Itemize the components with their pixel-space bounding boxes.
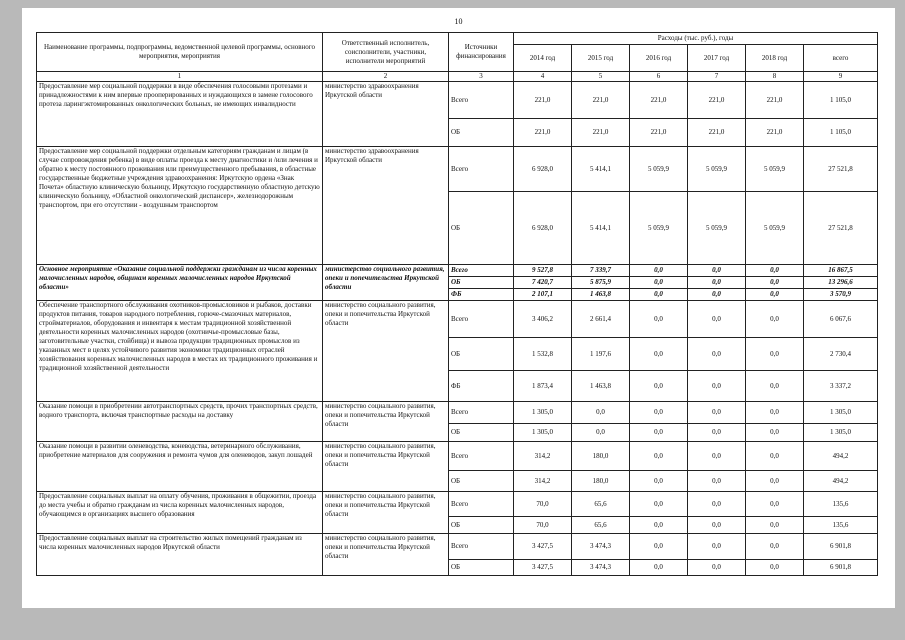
year-value: 5 059,9 bbox=[630, 192, 688, 265]
year-value: 1 873,4 bbox=[514, 371, 572, 402]
funding-source: ОБ bbox=[449, 424, 514, 442]
funding-source: ОБ bbox=[449, 471, 514, 492]
year-value: 0,0 bbox=[746, 338, 804, 371]
year-value: 0,0 bbox=[630, 442, 688, 471]
year-value: 3 427,5 bbox=[514, 560, 572, 576]
header-responsible: Ответственный исполнитель, соисполнители, участники, исполнители мероприятий bbox=[323, 33, 449, 72]
year-value: 0,0 bbox=[630, 424, 688, 442]
header-year: 2016 год bbox=[630, 45, 688, 72]
funding-source: ОБ bbox=[449, 277, 514, 289]
measure-name: Оказание помощи в развитии оленеводства, коневодства, ветеринарного обслуживания, приобретение материалов для сооружения и ремонта чумов для оленеводов, закуп лошадей bbox=[37, 442, 323, 492]
year-value: 9 527,8 bbox=[514, 265, 572, 277]
column-index: 6 bbox=[630, 72, 688, 82]
funding-source: ОБ bbox=[449, 517, 514, 534]
year-value: 0,0 bbox=[746, 442, 804, 471]
table-row bbox=[37, 147, 878, 192]
total-value: 13 296,6 bbox=[804, 277, 878, 289]
measure-name: Предоставление мер социальной поддержки отдельным категориям гражданам и лицам (в случае сопровождения ребенка) в виде оплаты проезда к месту диагностики и /или лечения и обратно к месту постоянного проживания или преимущественного пребывания, в областные государственные бюджетные учреждения здравоохранения: Иркутскую ордена «Знак Почета» областную клиническую больницу, Иркутскую государственную областную детскую клиническую больницу, «Областной онкологический диспансер», железнодорожным транспортом, при его отсутствии - воздушным транспортом bbox=[37, 147, 323, 265]
total-value: 135,6 bbox=[804, 517, 878, 534]
funding-source: ОБ bbox=[449, 560, 514, 576]
document-page bbox=[22, 8, 895, 608]
year-value: 221,0 bbox=[572, 119, 630, 147]
funding-source: Всего bbox=[449, 147, 514, 192]
column-index: 9 bbox=[804, 72, 878, 82]
year-value: 3 427,5 bbox=[514, 534, 572, 560]
total-value: 6 901,8 bbox=[804, 560, 878, 576]
measure-name: Предоставление социальных выплат на строительство жилых помещений гражданам из числа коренных малочисленных народов Иркутской области bbox=[37, 534, 323, 576]
page-number: 10 bbox=[454, 17, 463, 26]
total-value: 27 521,8 bbox=[804, 147, 878, 192]
year-value: 0,0 bbox=[688, 560, 746, 576]
column-index: 3 bbox=[449, 72, 514, 82]
year-value: 0,0 bbox=[630, 301, 688, 338]
year-value: 0,0 bbox=[688, 265, 746, 277]
year-value: 1 532,8 bbox=[514, 338, 572, 371]
table-row bbox=[37, 492, 878, 517]
year-value: 0,0 bbox=[746, 471, 804, 492]
funding-source: ФБ bbox=[449, 371, 514, 402]
total-value: 2 730,4 bbox=[804, 338, 878, 371]
responsible-executor: министерство социального развития, опеки и попечительства Иркутской области bbox=[323, 402, 449, 442]
year-value: 0,0 bbox=[688, 442, 746, 471]
funding-source: Всего bbox=[449, 82, 514, 119]
measure-name: Основное мероприятие «Оказание социальной поддержки гражданам из числа коренных малочисленных народов, общинам коренных малочисленных народов Иркутской области» bbox=[37, 265, 323, 301]
year-value: 0,0 bbox=[746, 277, 804, 289]
table-row bbox=[37, 301, 878, 338]
year-value: 0,0 bbox=[688, 424, 746, 442]
year-value: 5 059,9 bbox=[688, 147, 746, 192]
column-index: 5 bbox=[572, 72, 630, 82]
year-value: 0,0 bbox=[630, 560, 688, 576]
column-index-row bbox=[37, 72, 878, 82]
year-value: 0,0 bbox=[688, 301, 746, 338]
table-row bbox=[37, 265, 878, 277]
year-value: 3 474,3 bbox=[572, 560, 630, 576]
funding-source: Всего bbox=[449, 442, 514, 471]
year-value: 0,0 bbox=[630, 338, 688, 371]
responsible-executor: министерство здравоохранения Иркутской области bbox=[323, 147, 449, 265]
year-value: 0,0 bbox=[630, 492, 688, 517]
year-value: 7 420,7 bbox=[514, 277, 572, 289]
column-index: 4 bbox=[514, 72, 572, 82]
year-value: 65,6 bbox=[572, 492, 630, 517]
year-value: 0,0 bbox=[746, 402, 804, 424]
funding-source: Всего bbox=[449, 301, 514, 338]
total-value: 6 067,6 bbox=[804, 301, 878, 338]
funding-source: ОБ bbox=[449, 192, 514, 265]
year-value: 0,0 bbox=[746, 517, 804, 534]
year-value: 0,0 bbox=[630, 534, 688, 560]
year-value: 0,0 bbox=[746, 424, 804, 442]
header-expenses: Расходы (тыс. руб.), годы bbox=[514, 33, 878, 45]
year-value: 5 059,9 bbox=[746, 192, 804, 265]
year-value: 0,0 bbox=[688, 289, 746, 301]
year-value: 0,0 bbox=[746, 371, 804, 402]
year-value: 0,0 bbox=[746, 560, 804, 576]
table-row bbox=[37, 442, 878, 471]
year-value: 6 928,0 bbox=[514, 147, 572, 192]
year-value: 221,0 bbox=[630, 119, 688, 147]
funding-source: ОБ bbox=[449, 338, 514, 371]
total-value: 1 305,0 bbox=[804, 424, 878, 442]
year-value: 5 059,9 bbox=[688, 192, 746, 265]
year-value: 0,0 bbox=[746, 301, 804, 338]
table-row bbox=[37, 534, 878, 560]
year-value: 0,0 bbox=[746, 289, 804, 301]
year-value: 221,0 bbox=[688, 82, 746, 119]
year-value: 314,2 bbox=[514, 471, 572, 492]
year-value: 70,0 bbox=[514, 492, 572, 517]
year-value: 5 059,9 bbox=[746, 147, 804, 192]
responsible-executor: министерство социального развития, опеки и попечительства Иркутской области bbox=[323, 265, 449, 301]
total-value: 494,2 bbox=[804, 442, 878, 471]
year-value: 2 107,1 bbox=[514, 289, 572, 301]
responsible-executor: министерство социального развития, опеки и попечительства Иркутской области bbox=[323, 534, 449, 576]
year-value: 221,0 bbox=[572, 82, 630, 119]
year-value: 2 661,4 bbox=[572, 301, 630, 338]
column-index: 2 bbox=[323, 72, 449, 82]
year-value: 0,0 bbox=[746, 265, 804, 277]
expenses-table bbox=[36, 32, 878, 576]
year-value: 70,0 bbox=[514, 517, 572, 534]
year-value: 221,0 bbox=[514, 119, 572, 147]
year-value: 1 305,0 bbox=[514, 424, 572, 442]
header-year: 2017 год bbox=[688, 45, 746, 72]
year-value: 0,0 bbox=[630, 265, 688, 277]
year-value: 0,0 bbox=[688, 277, 746, 289]
year-value: 0,0 bbox=[746, 492, 804, 517]
year-value: 5 059,9 bbox=[630, 147, 688, 192]
year-value: 0,0 bbox=[630, 471, 688, 492]
year-value: 0,0 bbox=[688, 402, 746, 424]
year-value: 314,2 bbox=[514, 442, 572, 471]
year-value: 1 305,0 bbox=[514, 402, 572, 424]
year-value: 0,0 bbox=[630, 277, 688, 289]
total-value: 494,2 bbox=[804, 471, 878, 492]
year-value: 1 463,8 bbox=[572, 289, 630, 301]
year-value: 221,0 bbox=[746, 119, 804, 147]
responsible-executor: министерство социального развития, опеки и попечительства Иркутской области bbox=[323, 442, 449, 492]
header-name: Наименование программы, подпрограммы, ведомственной целевой программы, основного мероприятия, мероприятия bbox=[37, 33, 323, 72]
table-row bbox=[37, 402, 878, 424]
year-value: 65,6 bbox=[572, 517, 630, 534]
funding-source: Всего bbox=[449, 265, 514, 277]
year-value: 0,0 bbox=[572, 402, 630, 424]
year-value: 221,0 bbox=[746, 82, 804, 119]
year-value: 5 414,1 bbox=[572, 192, 630, 265]
year-value: 0,0 bbox=[688, 338, 746, 371]
year-value: 0,0 bbox=[572, 424, 630, 442]
funding-source: Всего bbox=[449, 534, 514, 560]
responsible-executor: министерство здравоохранения Иркутской области bbox=[323, 82, 449, 147]
table-row bbox=[37, 82, 878, 119]
column-index: 8 bbox=[746, 72, 804, 82]
total-value: 135,6 bbox=[804, 492, 878, 517]
responsible-executor: министерство социального развития, опеки и попечительства Иркутской области bbox=[323, 492, 449, 534]
year-value: 0,0 bbox=[746, 534, 804, 560]
year-value: 1 463,8 bbox=[572, 371, 630, 402]
total-value: 6 901,8 bbox=[804, 534, 878, 560]
year-value: 0,0 bbox=[688, 517, 746, 534]
header-year: 2015 год bbox=[572, 45, 630, 72]
responsible-executor: министерство социального развития, опеки и попечительства Иркутской области bbox=[323, 301, 449, 402]
year-value: 1 197,6 bbox=[572, 338, 630, 371]
total-value: 27 521,8 bbox=[804, 192, 878, 265]
funding-source: Всего bbox=[449, 402, 514, 424]
header-year: 2014 год bbox=[514, 45, 572, 72]
header-sources: Источники финансирования bbox=[449, 33, 514, 72]
year-value: 221,0 bbox=[630, 82, 688, 119]
total-value: 1 105,0 bbox=[804, 119, 878, 147]
year-value: 0,0 bbox=[688, 371, 746, 402]
year-value: 221,0 bbox=[514, 82, 572, 119]
year-value: 0,0 bbox=[688, 471, 746, 492]
year-value: 5 414,1 bbox=[572, 147, 630, 192]
total-value: 1 305,0 bbox=[804, 402, 878, 424]
year-value: 221,0 bbox=[688, 119, 746, 147]
measure-name: Предоставление социальных выплат на оплату обучения, проживания в общежитии, проезда до места учебы и обратно гражданам из числа коренных малочисленных народов, обучающимся в организациях высшего образования bbox=[37, 492, 323, 534]
year-value: 3 406,2 bbox=[514, 301, 572, 338]
header-year: 2018 год bbox=[746, 45, 804, 72]
year-value: 6 928,0 bbox=[514, 192, 572, 265]
funding-source: ФБ bbox=[449, 289, 514, 301]
year-value: 3 474,3 bbox=[572, 534, 630, 560]
measure-name: Оказание помощи в приобретении автотранспортных средств, прочих транспортных средств, водного транспорта, включая транспортные расходы на доставку bbox=[37, 402, 323, 442]
year-value: 180,0 bbox=[572, 471, 630, 492]
funding-source: Всего bbox=[449, 492, 514, 517]
total-value: 3 337,2 bbox=[804, 371, 878, 402]
column-index: 1 bbox=[37, 72, 323, 82]
measure-name: Обеспечение транспортного обслуживания охотников-промысловиков и рыбаков, доставки продуктов питания, товаров народного потребления, горюче-смазочных материалов, стройматериалов, оборудования и инвентаря к местам традиционной хозяйственной деятельности коренных малочисленных народов (охотничье-промысловые базы, заготовительные участки, стойбища) и вывоза продукции традиционных промыслов из указанных мест в целях устойчивого развития экономики традиционных отраслей хозяйствования коренных малочисленных народов в местах их традиционного проживания и традиционной хозяйственной деятельности bbox=[37, 301, 323, 402]
year-value: 0,0 bbox=[688, 534, 746, 560]
total-value: 1 105,0 bbox=[804, 82, 878, 119]
year-value: 0,0 bbox=[688, 492, 746, 517]
year-value: 5 875,9 bbox=[572, 277, 630, 289]
year-value: 0,0 bbox=[630, 371, 688, 402]
year-value: 7 339,7 bbox=[572, 265, 630, 277]
header-total: всего bbox=[804, 45, 878, 72]
year-value: 0,0 bbox=[630, 402, 688, 424]
total-value: 3 570,9 bbox=[804, 289, 878, 301]
measure-name: Предоставление мер социальной поддержки в виде обеспечения голосовыми протезами и принадлежностями к ним впервые прооперированных и нуждающихся в замене голосового протеза ларингэктомированных онкологических больных, не имеющих инвалидности bbox=[37, 82, 323, 147]
column-index: 7 bbox=[688, 72, 746, 82]
year-value: 0,0 bbox=[630, 289, 688, 301]
year-value: 0,0 bbox=[630, 517, 688, 534]
year-value: 180,0 bbox=[572, 442, 630, 471]
funding-source: ОБ bbox=[449, 119, 514, 147]
total-value: 16 867,5 bbox=[804, 265, 878, 277]
